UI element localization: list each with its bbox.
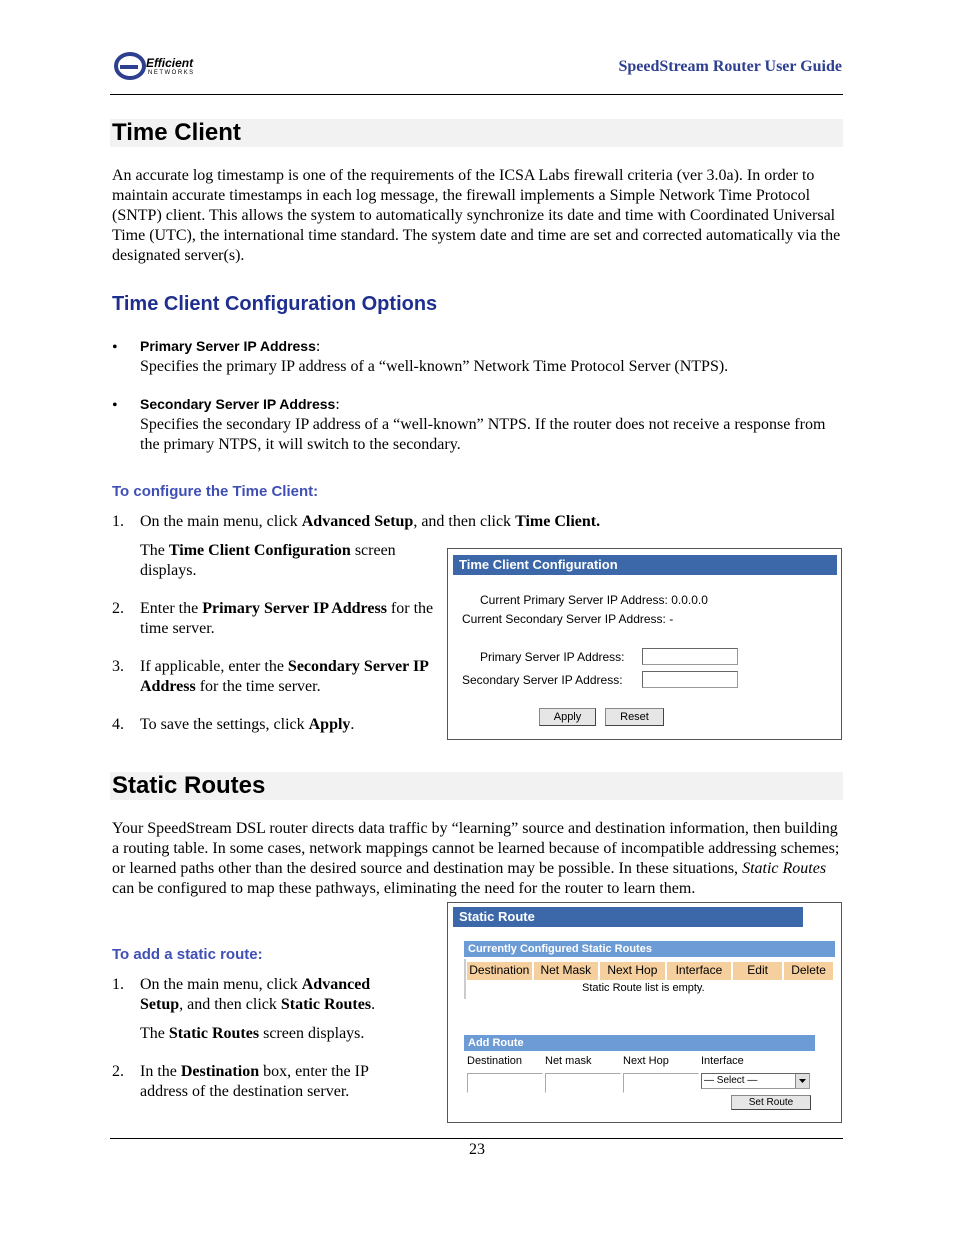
bullet: • — [112, 397, 118, 414]
step-number: 3. — [112, 658, 124, 675]
logo-main-text: Efficient — [146, 56, 194, 70]
step-bold: Static Routes — [168, 1025, 260, 1042]
empty-list-text: Static Route list is empty. — [582, 982, 705, 994]
step-number: 4. — [112, 716, 124, 733]
current-primary-value: 0.0.0.0 — [671, 593, 708, 607]
sr-step-1-result — [140, 1024, 430, 1044]
step-bold: Advanced Setup — [140, 976, 371, 1013]
col-delete: Delete — [784, 962, 833, 980]
option-desc: Specifies the secondary IP address of a “well-known” NTPS. If the router does not receive a response from the primary NTPS, it will switch to the secondary. — [140, 416, 826, 453]
col-destination: Destination — [467, 962, 534, 980]
add-label-net-mask: Net mask — [545, 1055, 592, 1067]
step-bold: Time Client. — [515, 513, 601, 530]
step-text: for the time server. — [195, 678, 321, 695]
static-route-screen — [447, 902, 842, 1123]
tc-step-1-result — [140, 541, 435, 581]
select-value: — Select — — [704, 1075, 758, 1086]
reset-button[interactable]: Reset — [605, 708, 664, 726]
apply-button[interactable]: Apply — [539, 708, 596, 726]
step-text: On the main menu, click — [140, 513, 302, 530]
step-bold: Time Client Configuration — [168, 542, 351, 559]
step-text: If applicable, enter the — [140, 658, 288, 675]
current-routes-bar: Currently Configured Static Routes — [464, 941, 835, 957]
col-net-mask: Net Mask — [534, 962, 601, 980]
primary-server-input[interactable] — [642, 648, 738, 665]
primary-server-label: Primary Server IP Address: — [480, 650, 625, 664]
header-rule — [110, 94, 843, 95]
option-label: Primary Server IP Address — [140, 338, 316, 354]
step-bold: Primary Server IP Address — [202, 600, 387, 617]
step-text: for the time server. — [140, 600, 434, 637]
section-title-static-routes: Static Routes — [112, 772, 266, 799]
current-secondary-row — [462, 612, 673, 626]
current-secondary-value: - — [669, 612, 674, 626]
footer-rule — [110, 1138, 843, 1139]
net-mask-input[interactable] — [545, 1073, 621, 1093]
efficient-networks-logo — [114, 50, 214, 82]
intro-emphasis: Static Routes — [742, 860, 827, 877]
guide-title: SpeedStream Router User Guide — [618, 58, 842, 75]
col-interface: Interface — [667, 962, 734, 980]
option-colon: : — [315, 338, 321, 355]
add-route-heading: To add a static route: — [112, 946, 263, 963]
current-primary-row — [480, 593, 708, 607]
step-number: 2. — [112, 1063, 124, 1080]
step-number: 1. — [112, 976, 124, 993]
step-bold: Destination — [180, 1063, 260, 1080]
page-number: 23 — [469, 1141, 485, 1158]
step-text: Enter the — [140, 600, 203, 617]
option-label: Secondary Server IP Address — [140, 396, 336, 412]
step-bold: Apply — [308, 716, 351, 733]
step-text: In the — [140, 1063, 181, 1080]
set-route-button[interactable]: Set Route — [731, 1095, 811, 1110]
col-next-hop: Next Hop — [600, 962, 667, 980]
add-label-destination: Destination — [467, 1055, 523, 1067]
step-text: . — [371, 996, 376, 1013]
options-heading: Time Client Configuration Options — [112, 293, 438, 315]
step-text: screen displays. — [259, 1025, 365, 1042]
time-client-config-screen — [447, 548, 842, 740]
destination-input[interactable] — [467, 1073, 543, 1093]
step-bold: Static Routes — [280, 996, 372, 1013]
option-desc: Specifies the primary IP address of a “well-known” Network Time Protocol Server (NTPS). — [140, 358, 729, 375]
intro-text: Your SpeedStream DSL router directs data traffic by “learning” source and destination information, then building a routing table. In some cases, network mappings cannot be learned because of incompatible addressing schemes; or learned paths other than the desired source and destination may be possible. In these situations, — [112, 820, 840, 877]
step-text: . — [350, 716, 355, 733]
step-text: screen displays. — [140, 542, 396, 579]
static-routes-intro — [112, 819, 842, 899]
secondary-server-input[interactable] — [642, 671, 738, 688]
section-title-time-client: Time Client — [112, 119, 241, 146]
step-bold: Secondary Server IP Address — [140, 658, 429, 695]
routes-table-header — [467, 962, 833, 980]
chevron-down-icon[interactable] — [795, 1074, 809, 1088]
step-number: 1. — [112, 513, 124, 530]
step-text: On the main menu, click — [140, 976, 302, 993]
col-edit: Edit — [733, 962, 784, 980]
step-text: , and then click — [179, 996, 281, 1013]
add-label-next-hop: Next Hop — [623, 1055, 669, 1067]
secondary-server-label: Secondary Server IP Address: — [462, 673, 623, 687]
table-border — [464, 959, 466, 999]
step-text: , and then click — [413, 513, 516, 530]
logo-sub-text: NETWORKS — [148, 70, 195, 76]
add-route-bar: Add Route — [464, 1035, 815, 1051]
add-label-interface: Interface — [701, 1055, 744, 1067]
intro-text: can be configured to map these pathways, eliminating the need for the router to learn them. — [112, 880, 696, 897]
step-text: The — [140, 1025, 169, 1042]
step-text: The — [140, 542, 169, 559]
option-colon: : — [335, 396, 340, 413]
screen-title: Time Client Configuration — [453, 555, 837, 575]
current-secondary-label: Current Secondary Server IP Address: — [462, 612, 666, 626]
next-hop-input[interactable] — [623, 1073, 699, 1093]
step-text: To save the settings, click — [140, 716, 309, 733]
step-number: 2. — [112, 600, 124, 617]
bullet: • — [112, 339, 118, 356]
configure-heading: To configure the Time Client: — [112, 483, 319, 500]
time-client-intro: An accurate log timestamp is one of the requirements of the ICSA Labs firewall criteria (ver 3.0a). In order to maintain accurate timestamps in each log message, the firewall implements a Simple Network Time Protocol (SNTP) client. This allows the system to automatically synchronize its date and time with Coordinated Universal Time (UTC), the international time standard. The system date and time are set and corrected automatically via the designated server(s). — [112, 167, 841, 264]
step-bold: Advanced Setup — [301, 513, 414, 530]
current-primary-label: Current Primary Server IP Address: — [480, 593, 668, 607]
interface-select[interactable] — [701, 1073, 810, 1089]
screen-title: Static Route — [453, 907, 803, 927]
step-text: box, enter the IP address of the destination server. — [140, 1063, 369, 1100]
